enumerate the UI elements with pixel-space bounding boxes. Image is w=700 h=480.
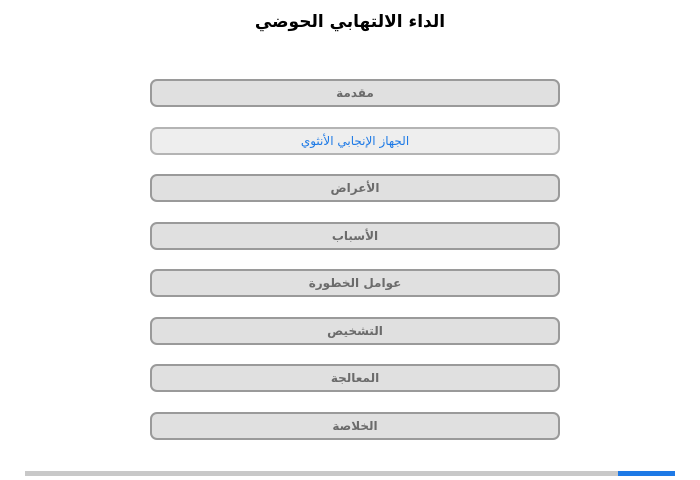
menu-item-introduction[interactable]: مقدمة: [150, 79, 560, 107]
menu-item-symptoms[interactable]: الأعراض: [150, 174, 560, 202]
chapter-menu: [150, 79, 560, 459]
menu-item-diagnosis[interactable]: التشخيص: [150, 317, 560, 345]
progress-bar: [25, 471, 675, 476]
menu-item-treatment[interactable]: المعالجة: [150, 364, 560, 392]
menu-item-causes[interactable]: الأسباب: [150, 222, 560, 250]
menu-item-risk-factors[interactable]: عوامل الخطورة: [150, 269, 560, 297]
menu-item-summary[interactable]: الخلاصة: [150, 412, 560, 440]
menu-item-female-reproductive-system[interactable]: الجهاز الإنجابي الأنثوي: [150, 127, 560, 155]
page-title: الداء الالتهابي الحوضي: [254, 12, 446, 32]
progress-bar-fill: [618, 471, 675, 476]
